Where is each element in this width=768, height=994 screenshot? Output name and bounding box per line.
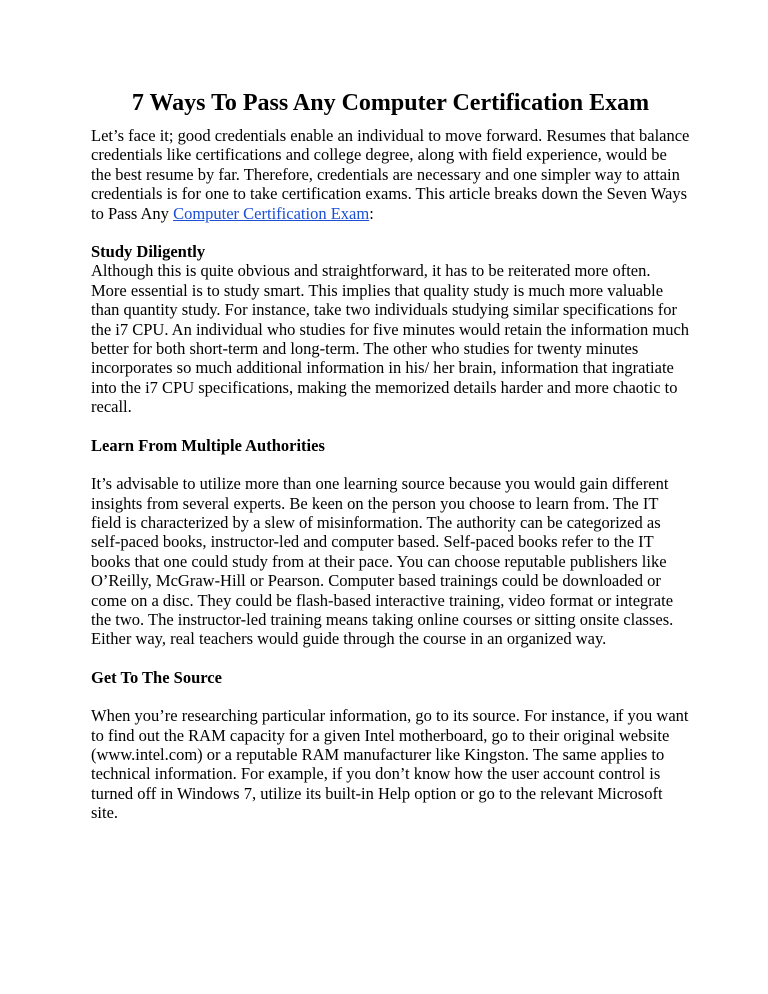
section-body-get-to-the-source: When you’re researching particular information, go to its source. For instance, if you want to find out the RAM capacity for a given Intel motherboard, go to their original website (www.intel.com) or a reputable RAM manufacturer like Kingston. The same applies to technical information. For example, if you don’t know how the user account control is turned off in Windows 7, utilize its built-in Help option or go to the relevant Microsoft site.	[91, 706, 689, 823]
section-body-study-diligently: Although this is quite obvious and straightforward, it has to be reiterated more often. More essential is to study smart. This implies that quality study is much more valuable than quantity study. For instance, take two individuals studying similar specifications for the i7 CPU. An individual who studies for five minutes would retain the information much better for both short-term and long-term. The other who studies for twenty minutes incorporates so much additional information in his/ her brain, information that ingratiate into the i7 CPU specifications, making the memorized details harder and more chaotic to recall.	[91, 261, 690, 417]
intro-suffix: :	[369, 203, 374, 223]
certification-exam-link[interactable]: Computer Certification Exam	[173, 203, 370, 223]
section-heading-learn-from-multiple-authorities: Learn From Multiple Authorities	[91, 435, 325, 455]
section-heading-get-to-the-source: Get To The Source	[91, 667, 222, 687]
document-title: 7 Ways To Pass Any Computer Certification Exam	[131, 90, 650, 116]
intro-paragraph	[91, 126, 690, 223]
section-body-learn-from-multiple-authorities: It’s advisable to utilize more than one learning source because you would gain different insights from several experts. Be keen on the person you choose to learn from. The IT field is characterized by a slew of misinformation. The authority can be categorized as self-paced books, instructor-led and computer based. Self-paced books refer to the IT books that one could study from at their pace. You can choose reputable publishers like O’Reilly, McGraw-Hill or Pearson. Computer based trainings could be downloaded or come on a disc. They could be flash-based interactive training, video format or integrate the two. The instructor-led training means taking online courses or sitting onsite classes. Either way, real teachers would guide through the course in an organized way.	[91, 474, 674, 649]
section-heading-study-diligently: Study Diligently	[91, 242, 206, 262]
intro-text: Let’s face it; good credentials enable an individual to move forward. Resumes that balance credentials like certifications and college degree, along with field experience, would be the best resume by far. Therefore, credentials are necessary and one simpler way to attain credentials is for one to take certification exams. This article breaks down the Seven Ways to Pass Any	[91, 126, 690, 223]
